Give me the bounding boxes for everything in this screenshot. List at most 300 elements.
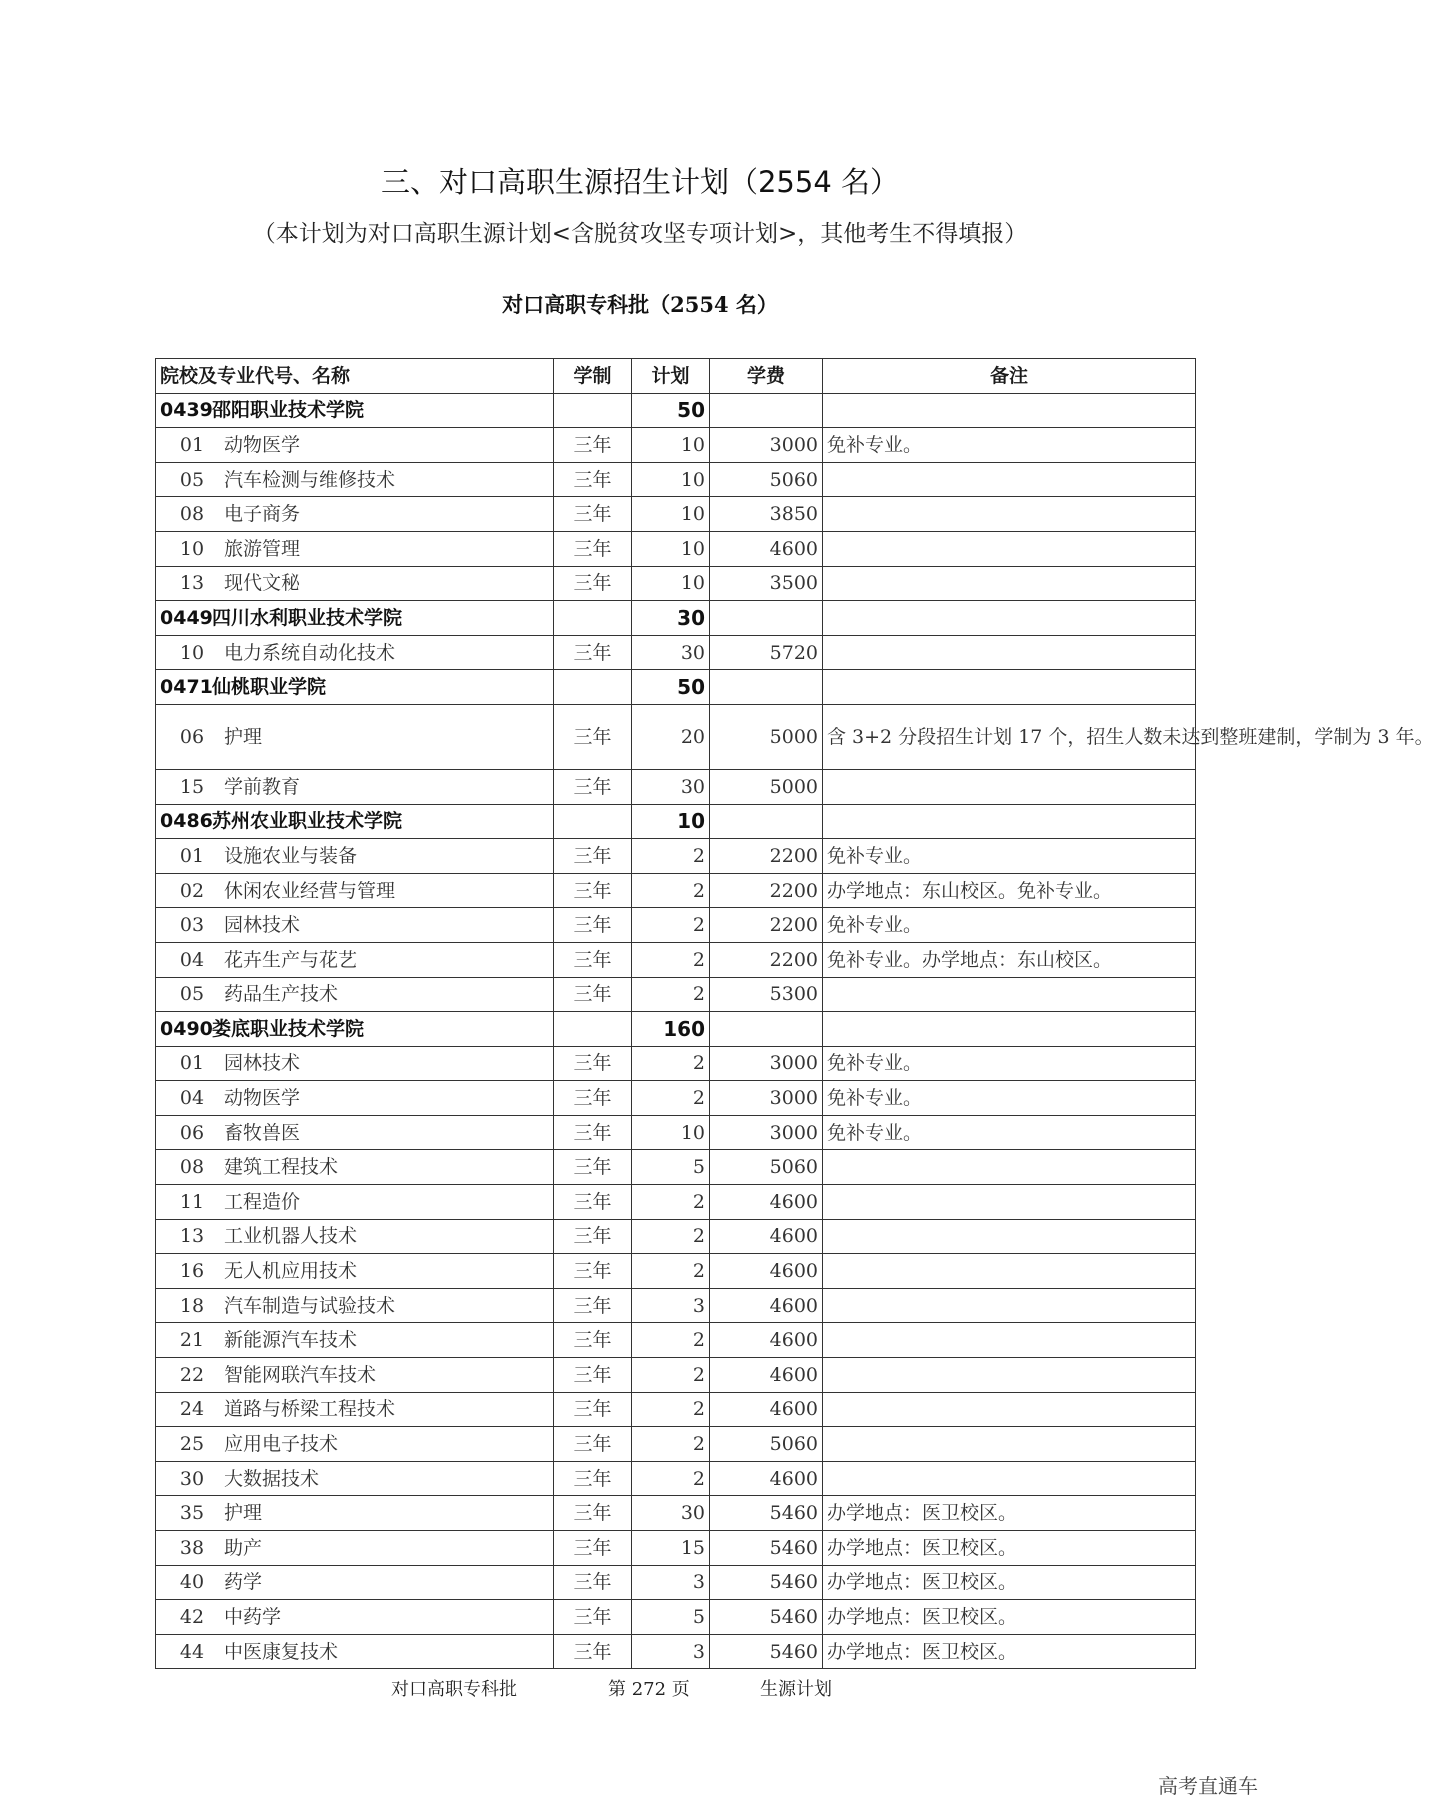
section-heading: 对口高职专科批（2554 名） — [502, 292, 778, 317]
major-code: 05 — [179, 983, 205, 1006]
major-duration: 三年 — [554, 531, 632, 566]
major-fee: 4600 — [710, 1185, 823, 1220]
major-row — [156, 1288, 1196, 1323]
major-duration: 三年 — [554, 1392, 632, 1427]
major-fee: 3000 — [710, 1081, 823, 1116]
major-note: 免补专业。 — [823, 1081, 1196, 1116]
school-plan: 50 — [632, 670, 710, 705]
major-cell — [156, 1427, 554, 1462]
major-fee: 5060 — [710, 1427, 823, 1462]
major-fee: 5460 — [710, 1634, 823, 1669]
major-duration: 三年 — [554, 704, 632, 769]
major-duration: 三年 — [554, 1288, 632, 1323]
major-plan: 10 — [632, 1115, 710, 1150]
major-plan: 2 — [632, 1461, 710, 1496]
school-row — [156, 393, 1196, 428]
major-code: 24 — [179, 1398, 205, 1421]
major-row — [156, 1461, 1196, 1496]
major-code: 30 — [179, 1467, 205, 1490]
major-cell — [156, 1115, 554, 1150]
major-code: 06 — [179, 1121, 205, 1144]
major-fee: 4600 — [710, 1323, 823, 1358]
major-note: 免补专业。 — [823, 1046, 1196, 1081]
major-cell — [156, 1288, 554, 1323]
major-note — [823, 1219, 1196, 1254]
major-note: 免补专业。办学地点：东山校区。 — [823, 942, 1196, 977]
major-name: 中药学 — [224, 1605, 282, 1628]
major-name: 中医康复技术 — [224, 1640, 339, 1663]
major-name: 汽车检测与维修技术 — [224, 468, 396, 491]
major-name: 药品生产技术 — [224, 983, 339, 1006]
major-fee: 4600 — [710, 531, 823, 566]
major-fee: 4600 — [710, 1288, 823, 1323]
major-cell — [156, 1150, 554, 1185]
major-row — [156, 566, 1196, 601]
major-name: 园林技术 — [224, 1052, 301, 1075]
major-duration: 三年 — [554, 1531, 632, 1566]
major-code: 40 — [179, 1571, 205, 1594]
page-footer — [0, 1675, 1280, 1703]
major-name: 药学 — [224, 1571, 263, 1594]
major-duration: 三年 — [554, 873, 632, 908]
major-duration: 三年 — [554, 1081, 632, 1116]
major-fee: 5000 — [710, 769, 823, 804]
major-name: 电子商务 — [224, 503, 301, 526]
major-name: 无人机应用技术 — [224, 1260, 358, 1283]
major-cell — [156, 531, 554, 566]
major-duration: 三年 — [554, 1427, 632, 1462]
major-fee: 4600 — [710, 1254, 823, 1289]
major-duration: 三年 — [554, 566, 632, 601]
major-duration: 三年 — [554, 1634, 632, 1669]
major-plan: 2 — [632, 1392, 710, 1427]
column-header-duration: 学制 — [554, 359, 632, 394]
major-note: 办学地点：医卫校区。 — [823, 1565, 1196, 1600]
major-plan: 5 — [632, 1600, 710, 1635]
major-row — [156, 1219, 1196, 1254]
major-duration: 三年 — [554, 1185, 632, 1220]
major-fee: 5000 — [710, 704, 823, 769]
major-row — [156, 1254, 1196, 1289]
major-note: 办学地点：医卫校区。 — [823, 1496, 1196, 1531]
major-row — [156, 704, 1196, 769]
major-name: 护理 — [224, 725, 263, 748]
major-code: 22 — [179, 1363, 205, 1386]
major-code: 10 — [179, 537, 205, 560]
major-plan: 2 — [632, 977, 710, 1012]
major-note — [823, 1323, 1196, 1358]
major-note: 免补专业。 — [823, 1115, 1196, 1150]
major-fee: 5060 — [710, 1150, 823, 1185]
major-plan: 30 — [632, 1496, 710, 1531]
major-code: 04 — [179, 948, 205, 971]
school-plan: 50 — [632, 393, 710, 428]
major-plan: 2 — [632, 873, 710, 908]
major-fee: 5460 — [710, 1565, 823, 1600]
major-row — [156, 1150, 1196, 1185]
school-plan: 10 — [632, 804, 710, 839]
major-name: 动物医学 — [224, 1087, 301, 1110]
major-cell — [156, 769, 554, 804]
major-fee: 5460 — [710, 1531, 823, 1566]
major-duration: 三年 — [554, 1496, 632, 1531]
major-name: 园林技术 — [224, 914, 301, 937]
school-duration — [554, 1012, 632, 1047]
major-fee: 3500 — [710, 566, 823, 601]
major-name: 旅游管理 — [224, 537, 301, 560]
major-fee: 2200 — [710, 942, 823, 977]
major-cell — [156, 1496, 554, 1531]
major-code: 06 — [179, 725, 205, 748]
major-row — [156, 1496, 1196, 1531]
major-plan: 10 — [632, 531, 710, 566]
major-cell — [156, 1600, 554, 1635]
major-cell — [156, 908, 554, 943]
major-row — [156, 1427, 1196, 1462]
major-cell — [156, 1565, 554, 1600]
major-name: 汽车制造与试验技术 — [224, 1294, 396, 1317]
major-plan: 2 — [632, 1323, 710, 1358]
major-note — [823, 1288, 1196, 1323]
major-code: 42 — [179, 1605, 205, 1628]
major-name: 助产 — [224, 1536, 263, 1559]
major-name: 智能网联汽车技术 — [224, 1363, 377, 1386]
school-cell — [156, 670, 554, 705]
school-row — [156, 670, 1196, 705]
school-name: 苏州农业职业技术学院 — [212, 810, 403, 833]
school-duration — [554, 804, 632, 839]
major-row — [156, 908, 1196, 943]
major-name: 工业机器人技术 — [224, 1225, 358, 1248]
major-plan: 2 — [632, 908, 710, 943]
major-row — [156, 1392, 1196, 1427]
major-note: 含 3+2 分段招生计划 17 个，招生人数未达到整班建制，学制为 3 年。 — [823, 704, 1196, 769]
major-name: 设施农业与装备 — [224, 844, 358, 867]
major-fee: 4600 — [710, 1392, 823, 1427]
major-note — [823, 1185, 1196, 1220]
column-header-fee: 学费 — [710, 359, 823, 394]
major-plan: 30 — [632, 769, 710, 804]
major-plan: 2 — [632, 1254, 710, 1289]
major-plan: 10 — [632, 462, 710, 497]
major-cell — [156, 1081, 554, 1116]
major-fee: 2200 — [710, 839, 823, 874]
major-duration: 三年 — [554, 428, 632, 463]
major-plan: 20 — [632, 704, 710, 769]
major-code: 13 — [179, 572, 205, 595]
major-duration: 三年 — [554, 977, 632, 1012]
major-note — [823, 769, 1196, 804]
major-row — [156, 1358, 1196, 1393]
major-code: 08 — [179, 503, 205, 526]
major-name: 应用电子技术 — [224, 1433, 339, 1456]
major-fee: 5720 — [710, 635, 823, 670]
major-code: 05 — [179, 468, 205, 491]
major-code: 01 — [179, 844, 205, 867]
major-row — [156, 1600, 1196, 1635]
major-cell — [156, 1323, 554, 1358]
school-duration — [554, 601, 632, 636]
major-plan: 30 — [632, 635, 710, 670]
major-cell — [156, 1392, 554, 1427]
major-note — [823, 1427, 1196, 1462]
major-note: 办学地点：医卫校区。 — [823, 1531, 1196, 1566]
major-duration: 三年 — [554, 1115, 632, 1150]
major-code: 03 — [179, 914, 205, 937]
major-name: 建筑工程技术 — [224, 1156, 339, 1179]
major-plan: 3 — [632, 1288, 710, 1323]
major-fee: 5460 — [710, 1496, 823, 1531]
major-code: 44 — [179, 1640, 205, 1663]
major-code: 10 — [179, 641, 205, 664]
major-cell — [156, 462, 554, 497]
major-row — [156, 428, 1196, 463]
school-duration — [554, 670, 632, 705]
major-cell — [156, 497, 554, 532]
major-plan: 2 — [632, 1358, 710, 1393]
major-note — [823, 1461, 1196, 1496]
major-plan: 2 — [632, 1219, 710, 1254]
major-cell — [156, 566, 554, 601]
major-plan: 3 — [632, 1565, 710, 1600]
major-note — [823, 977, 1196, 1012]
major-duration: 三年 — [554, 1254, 632, 1289]
major-note: 办学地点：东山校区。免补专业。 — [823, 873, 1196, 908]
school-code: 0449 — [160, 606, 213, 629]
major-code: 01 — [179, 433, 205, 456]
major-name: 休闲农业经营与管理 — [224, 879, 396, 902]
major-code: 16 — [179, 1260, 205, 1283]
major-row — [156, 531, 1196, 566]
page-subtitle: （本计划为对口高职生源计划<含脱贫攻坚专项计划>，其他考生不得填报） — [252, 221, 1028, 247]
major-cell — [156, 873, 554, 908]
major-name: 动物医学 — [224, 433, 301, 456]
major-name: 花卉生产与花艺 — [224, 948, 358, 971]
school-code: 0471 — [160, 676, 213, 699]
major-cell — [156, 1358, 554, 1393]
major-row — [156, 1634, 1196, 1669]
school-fee — [710, 1012, 823, 1047]
major-cell — [156, 1046, 554, 1081]
enrollment-plan-table — [155, 358, 1434, 1669]
footer-batch: 对口高职专科批 — [391, 1679, 517, 1700]
major-cell — [156, 1254, 554, 1289]
major-cell — [156, 942, 554, 977]
major-cell — [156, 1461, 554, 1496]
major-code: 04 — [179, 1087, 205, 1110]
major-fee: 3850 — [710, 497, 823, 532]
major-duration: 三年 — [554, 1150, 632, 1185]
major-duration: 三年 — [554, 1358, 632, 1393]
major-code: 02 — [179, 879, 205, 902]
major-name: 学前教育 — [224, 775, 301, 798]
major-note — [823, 635, 1196, 670]
major-note — [823, 462, 1196, 497]
footer-page-number: 第 272 页 — [608, 1679, 690, 1700]
major-fee: 2200 — [710, 908, 823, 943]
major-name: 护理 — [224, 1502, 263, 1525]
major-note — [823, 531, 1196, 566]
major-duration: 三年 — [554, 1565, 632, 1600]
major-row — [156, 839, 1196, 874]
major-plan: 2 — [632, 942, 710, 977]
major-note: 免补专业。 — [823, 908, 1196, 943]
major-note — [823, 497, 1196, 532]
school-cell — [156, 1012, 554, 1047]
major-cell — [156, 839, 554, 874]
column-header-name: 院校及专业代号、名称 — [156, 359, 554, 394]
major-plan: 2 — [632, 1081, 710, 1116]
major-plan: 2 — [632, 1185, 710, 1220]
school-note — [823, 804, 1196, 839]
school-cell — [156, 601, 554, 636]
major-row — [156, 1531, 1196, 1566]
major-note — [823, 566, 1196, 601]
school-code: 0490 — [160, 1017, 213, 1040]
major-cell — [156, 1531, 554, 1566]
major-row — [156, 769, 1196, 804]
major-name: 道路与桥梁工程技术 — [224, 1398, 396, 1421]
major-code: 15 — [179, 775, 205, 798]
major-note — [823, 1358, 1196, 1393]
major-duration: 三年 — [554, 908, 632, 943]
school-fee — [710, 601, 823, 636]
school-note — [823, 670, 1196, 705]
major-row — [156, 1115, 1196, 1150]
watermark: 高考直通车 — [1158, 1774, 1258, 1798]
footer-category: 生源计划 — [760, 1679, 832, 1700]
major-code: 11 — [179, 1190, 205, 1213]
major-row — [156, 873, 1196, 908]
school-row — [156, 601, 1196, 636]
table-header-row — [156, 359, 1196, 394]
school-row — [156, 804, 1196, 839]
major-plan: 15 — [632, 1531, 710, 1566]
major-note: 免补专业。 — [823, 839, 1196, 874]
major-note: 办学地点：医卫校区。 — [823, 1600, 1196, 1635]
major-plan: 5 — [632, 1150, 710, 1185]
major-fee: 5060 — [710, 462, 823, 497]
major-duration: 三年 — [554, 1219, 632, 1254]
major-code: 25 — [179, 1433, 205, 1456]
major-note — [823, 1150, 1196, 1185]
major-duration: 三年 — [554, 497, 632, 532]
major-plan: 10 — [632, 566, 710, 601]
major-row — [156, 1046, 1196, 1081]
school-plan: 30 — [632, 601, 710, 636]
major-code: 35 — [179, 1502, 205, 1525]
major-duration: 三年 — [554, 1046, 632, 1081]
major-code: 01 — [179, 1052, 205, 1075]
major-fee: 3000 — [710, 428, 823, 463]
major-row — [156, 977, 1196, 1012]
major-name: 新能源汽车技术 — [224, 1329, 358, 1352]
major-row — [156, 1185, 1196, 1220]
page-title: 三、对口高职生源招生计划（2554 名） — [380, 165, 900, 199]
major-fee: 5460 — [710, 1600, 823, 1635]
school-code: 0439 — [160, 399, 213, 422]
major-row — [156, 1323, 1196, 1358]
major-name: 大数据技术 — [224, 1467, 320, 1490]
column-header-note: 备注 — [823, 359, 1196, 394]
major-fee: 4600 — [710, 1358, 823, 1393]
major-duration: 三年 — [554, 769, 632, 804]
major-name: 工程造价 — [224, 1190, 301, 1213]
major-cell — [156, 1219, 554, 1254]
school-name: 邵阳职业技术学院 — [212, 399, 365, 422]
major-row — [156, 497, 1196, 532]
school-note — [823, 393, 1196, 428]
school-fee — [710, 393, 823, 428]
column-header-plan: 计划 — [632, 359, 710, 394]
major-name: 电力系统自动化技术 — [224, 641, 396, 664]
major-plan: 10 — [632, 497, 710, 532]
major-row — [156, 1565, 1196, 1600]
major-note: 办学地点：医卫校区。 — [823, 1634, 1196, 1669]
major-fee: 4600 — [710, 1219, 823, 1254]
major-fee: 3000 — [710, 1046, 823, 1081]
major-plan: 3 — [632, 1634, 710, 1669]
major-fee: 5300 — [710, 977, 823, 1012]
major-duration: 三年 — [554, 462, 632, 497]
major-name: 现代文秘 — [224, 572, 301, 595]
school-fee — [710, 804, 823, 839]
major-code: 08 — [179, 1156, 205, 1179]
major-plan: 2 — [632, 839, 710, 874]
major-name: 畜牧兽医 — [224, 1121, 301, 1144]
school-cell — [156, 804, 554, 839]
major-note — [823, 1392, 1196, 1427]
school-plan: 160 — [632, 1012, 710, 1047]
major-plan: 2 — [632, 1427, 710, 1462]
school-code: 0486 — [160, 810, 213, 833]
major-fee: 3000 — [710, 1115, 823, 1150]
major-row — [156, 462, 1196, 497]
major-row — [156, 942, 1196, 977]
major-code: 18 — [179, 1294, 205, 1317]
major-fee: 2200 — [710, 873, 823, 908]
major-plan: 2 — [632, 1046, 710, 1081]
major-duration: 三年 — [554, 942, 632, 977]
school-name: 娄底职业技术学院 — [212, 1017, 365, 1040]
school-cell — [156, 393, 554, 428]
school-note — [823, 1012, 1196, 1047]
major-cell — [156, 428, 554, 463]
major-note: 免补专业。 — [823, 428, 1196, 463]
major-duration: 三年 — [554, 1461, 632, 1496]
major-cell — [156, 1634, 554, 1669]
major-note — [823, 1254, 1196, 1289]
major-fee: 4600 — [710, 1461, 823, 1496]
major-plan: 10 — [632, 428, 710, 463]
school-name: 仙桃职业学院 — [212, 676, 327, 699]
major-duration: 三年 — [554, 1600, 632, 1635]
major-row — [156, 635, 1196, 670]
school-note — [823, 601, 1196, 636]
major-cell — [156, 977, 554, 1012]
major-duration: 三年 — [554, 1323, 632, 1358]
school-fee — [710, 670, 823, 705]
major-duration: 三年 — [554, 839, 632, 874]
school-name: 四川水利职业技术学院 — [212, 606, 403, 629]
major-code: 13 — [179, 1225, 205, 1248]
school-row — [156, 1012, 1196, 1047]
school-duration — [554, 393, 632, 428]
major-cell — [156, 704, 554, 769]
table-body — [156, 393, 1434, 1669]
major-row — [156, 1081, 1196, 1116]
major-cell — [156, 635, 554, 670]
